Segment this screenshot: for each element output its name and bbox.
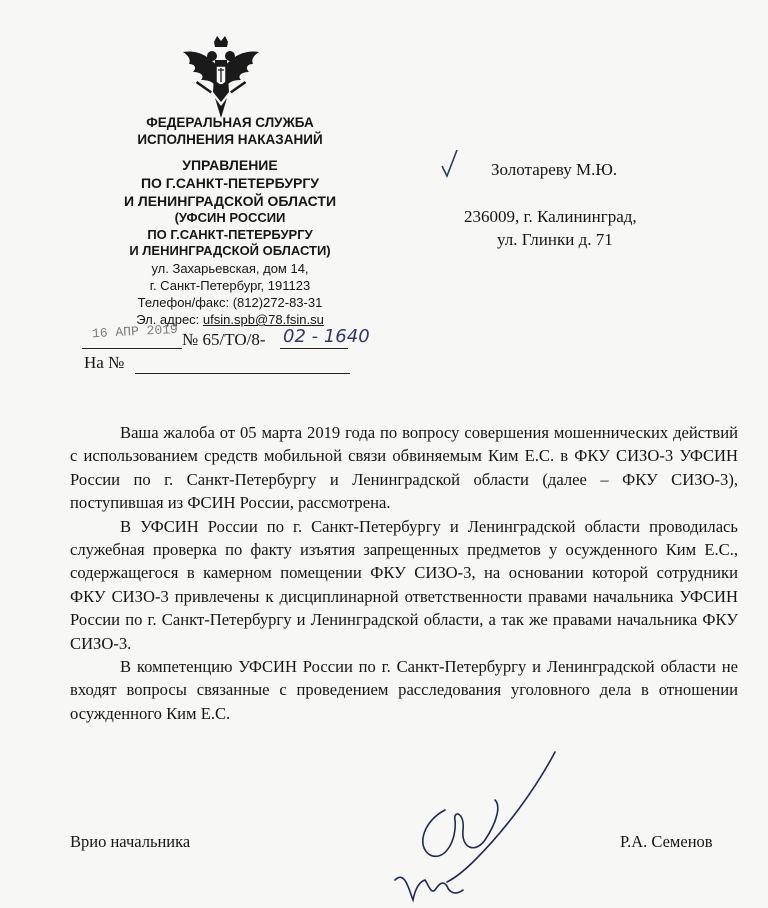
org-line: ИСПОЛНЕНИЯ НАКАЗАНИЙ (137, 132, 323, 147)
reference-underline (135, 373, 350, 374)
dept-line: (УФСИН РОССИИ (174, 210, 286, 225)
address-line: ул. Захарьевская, дом 14, (151, 261, 309, 276)
body-paragraph: В компетенцию УФСИН России по г. Санкт-Петербургу и Ленинградской области не входят вопросы связанные с проведением расследования уголовного дела в отношении осужденного Ким Е.С. (70, 657, 738, 723)
org-line: ФЕДЕРАЛЬНАЯ СЛУЖБА (146, 115, 314, 130)
dept-line: ПО Г.САНКТ-ПЕТЕРБУРГУ (140, 175, 320, 191)
reference-label: На № (84, 353, 125, 372)
dept-line: И ЛЕНИНГРАДСКОЙ ОБЛАСТИ (123, 193, 337, 209)
address-line: Телефон/факс: (812)272-83-31 (137, 295, 323, 310)
number-handwritten: 02 - 1640 (283, 326, 370, 347)
email-value: ufsin.spb@78.fsin.su (202, 312, 324, 327)
recipient-address-line2: ул. Глинки д. 71 (497, 230, 613, 249)
double-headed-eagle-icon (181, 36, 261, 120)
number-prefix: № 65/ТО/8- (182, 330, 266, 349)
date-stamp: 16 АПР 2019 (91, 321, 179, 342)
dept-line: ПО Г.САНКТ-ПЕТЕРБУРГУ (147, 226, 313, 242)
address-line: г. Санкт-Петербург, 191123 (149, 278, 311, 293)
org-name (100, 114, 360, 148)
letter-body (70, 421, 738, 725)
body-paragraph: В УФСИН России по г. Санкт-Петербургу и Ленинградской области проводилась служебная проверка по факту изъятия запрещенных предметов у осужденного Ким Е.С., содержащегося в камерном помещении ФКУ СИЗО-3, на основании которой сотрудники ФКУ СИЗО-3 привлечены к дисциплинарной ответственности правами начальника УФСИН России по г. Санкт-Петербургу и Ленинградской области, а так же правами начальника ФКУ СИЗО-3. (70, 516, 738, 653)
signatory-name: Р.А. Семенов (620, 832, 713, 851)
number-underline (280, 348, 348, 349)
dept-short-name (100, 210, 360, 260)
org-address (100, 260, 360, 328)
dept-line: И ЛЕНИНГРАДСКОЙ ОБЛАСТИ) (129, 243, 331, 258)
body-paragraph: Ваша жалоба от 05 марта 2019 года по вопросу совершения мошеннических действий с использованием средств мобильной связи обвиняемым Ким Е.С. в ФКУ СИЗО-3 УФСИН России по г. Санкт-Петербургу и Ленинградской области (далее – ФКУ СИЗО-3), поступившая из ФСИН России, рассмотрена. (70, 423, 738, 513)
outgoing-number (182, 330, 266, 350)
recipient-address-line1: 236009, г. Калининград, (464, 207, 637, 226)
date-underline (82, 348, 182, 349)
dept-name (100, 156, 360, 210)
dept-line: УПРАВЛЕНИЕ (182, 157, 278, 173)
email-label: Эл. адрес: (136, 312, 200, 327)
check-mark-icon (440, 148, 460, 180)
handwritten-signature (385, 750, 565, 905)
recipient-name: Золотареву М.Ю. (491, 160, 618, 179)
signatory-position: Врио начальника (70, 832, 191, 851)
